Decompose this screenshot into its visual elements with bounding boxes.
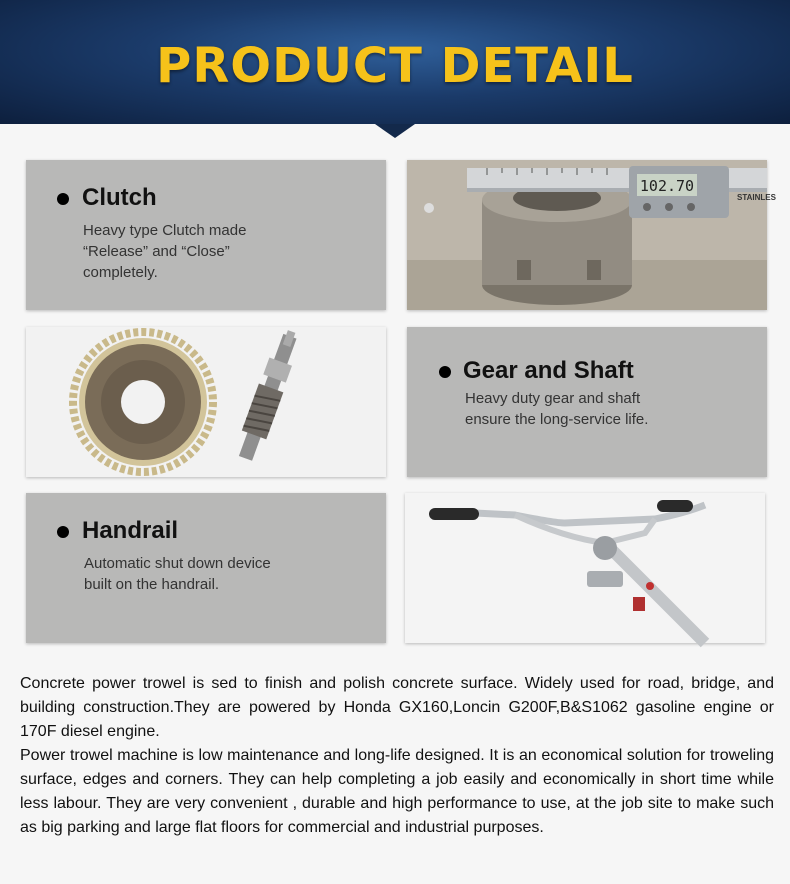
product-description — [20, 672, 774, 840]
handrail-photo — [405, 493, 765, 643]
bullet-icon — [439, 366, 451, 378]
clutch-panel — [26, 160, 386, 310]
bullet-icon — [57, 193, 69, 205]
caliper-brand: STAINLES — [737, 193, 776, 202]
page-title: PRODUCT DETAIL — [156, 38, 634, 94]
header-banner — [0, 0, 790, 124]
clutch-caliper-image — [407, 160, 776, 310]
banner-notch — [375, 124, 415, 138]
clutch-title: Clutch — [82, 184, 157, 211]
gear-title: Gear and Shaft — [463, 357, 634, 384]
description-paragraph-1: Concrete power trowel is sed to finish and polish concrete surface. Widely used for road, bridge, and building construction.They are powered by Honda GX160,Loncin G200F,B&S1062 gasoline engine or 170F diesel engine. — [20, 675, 774, 740]
gear-shaft-image — [26, 327, 386, 477]
clutch-photo — [407, 160, 776, 310]
gear-photo — [26, 327, 386, 477]
handrail-description: Automatic shut down device built on the handrail. — [84, 555, 271, 593]
handrail-title: Handrail — [82, 517, 179, 544]
handrail-panel — [26, 493, 386, 643]
gear-description: Heavy duty gear and shaft ensure the long-service life. — [465, 390, 649, 428]
handrail-image — [405, 493, 765, 643]
clutch-description: Heavy type Clutch made “Release” and “Close” completely. — [83, 222, 247, 281]
bullet-icon — [57, 526, 69, 538]
description-paragraph-2: Power trowel machine is low maintenance and long-life designed. It is an economical solution for troweling surface, edges and corners. They can help completing a job easily and economically in short time while less labour. They are very convenient , durable and high performance to use, at the job site to make such as big parking and large flat floors for commercial and industrial purposes. — [20, 747, 774, 836]
caliper-reading: 102.70 — [639, 177, 695, 195]
gear-panel — [407, 327, 767, 477]
